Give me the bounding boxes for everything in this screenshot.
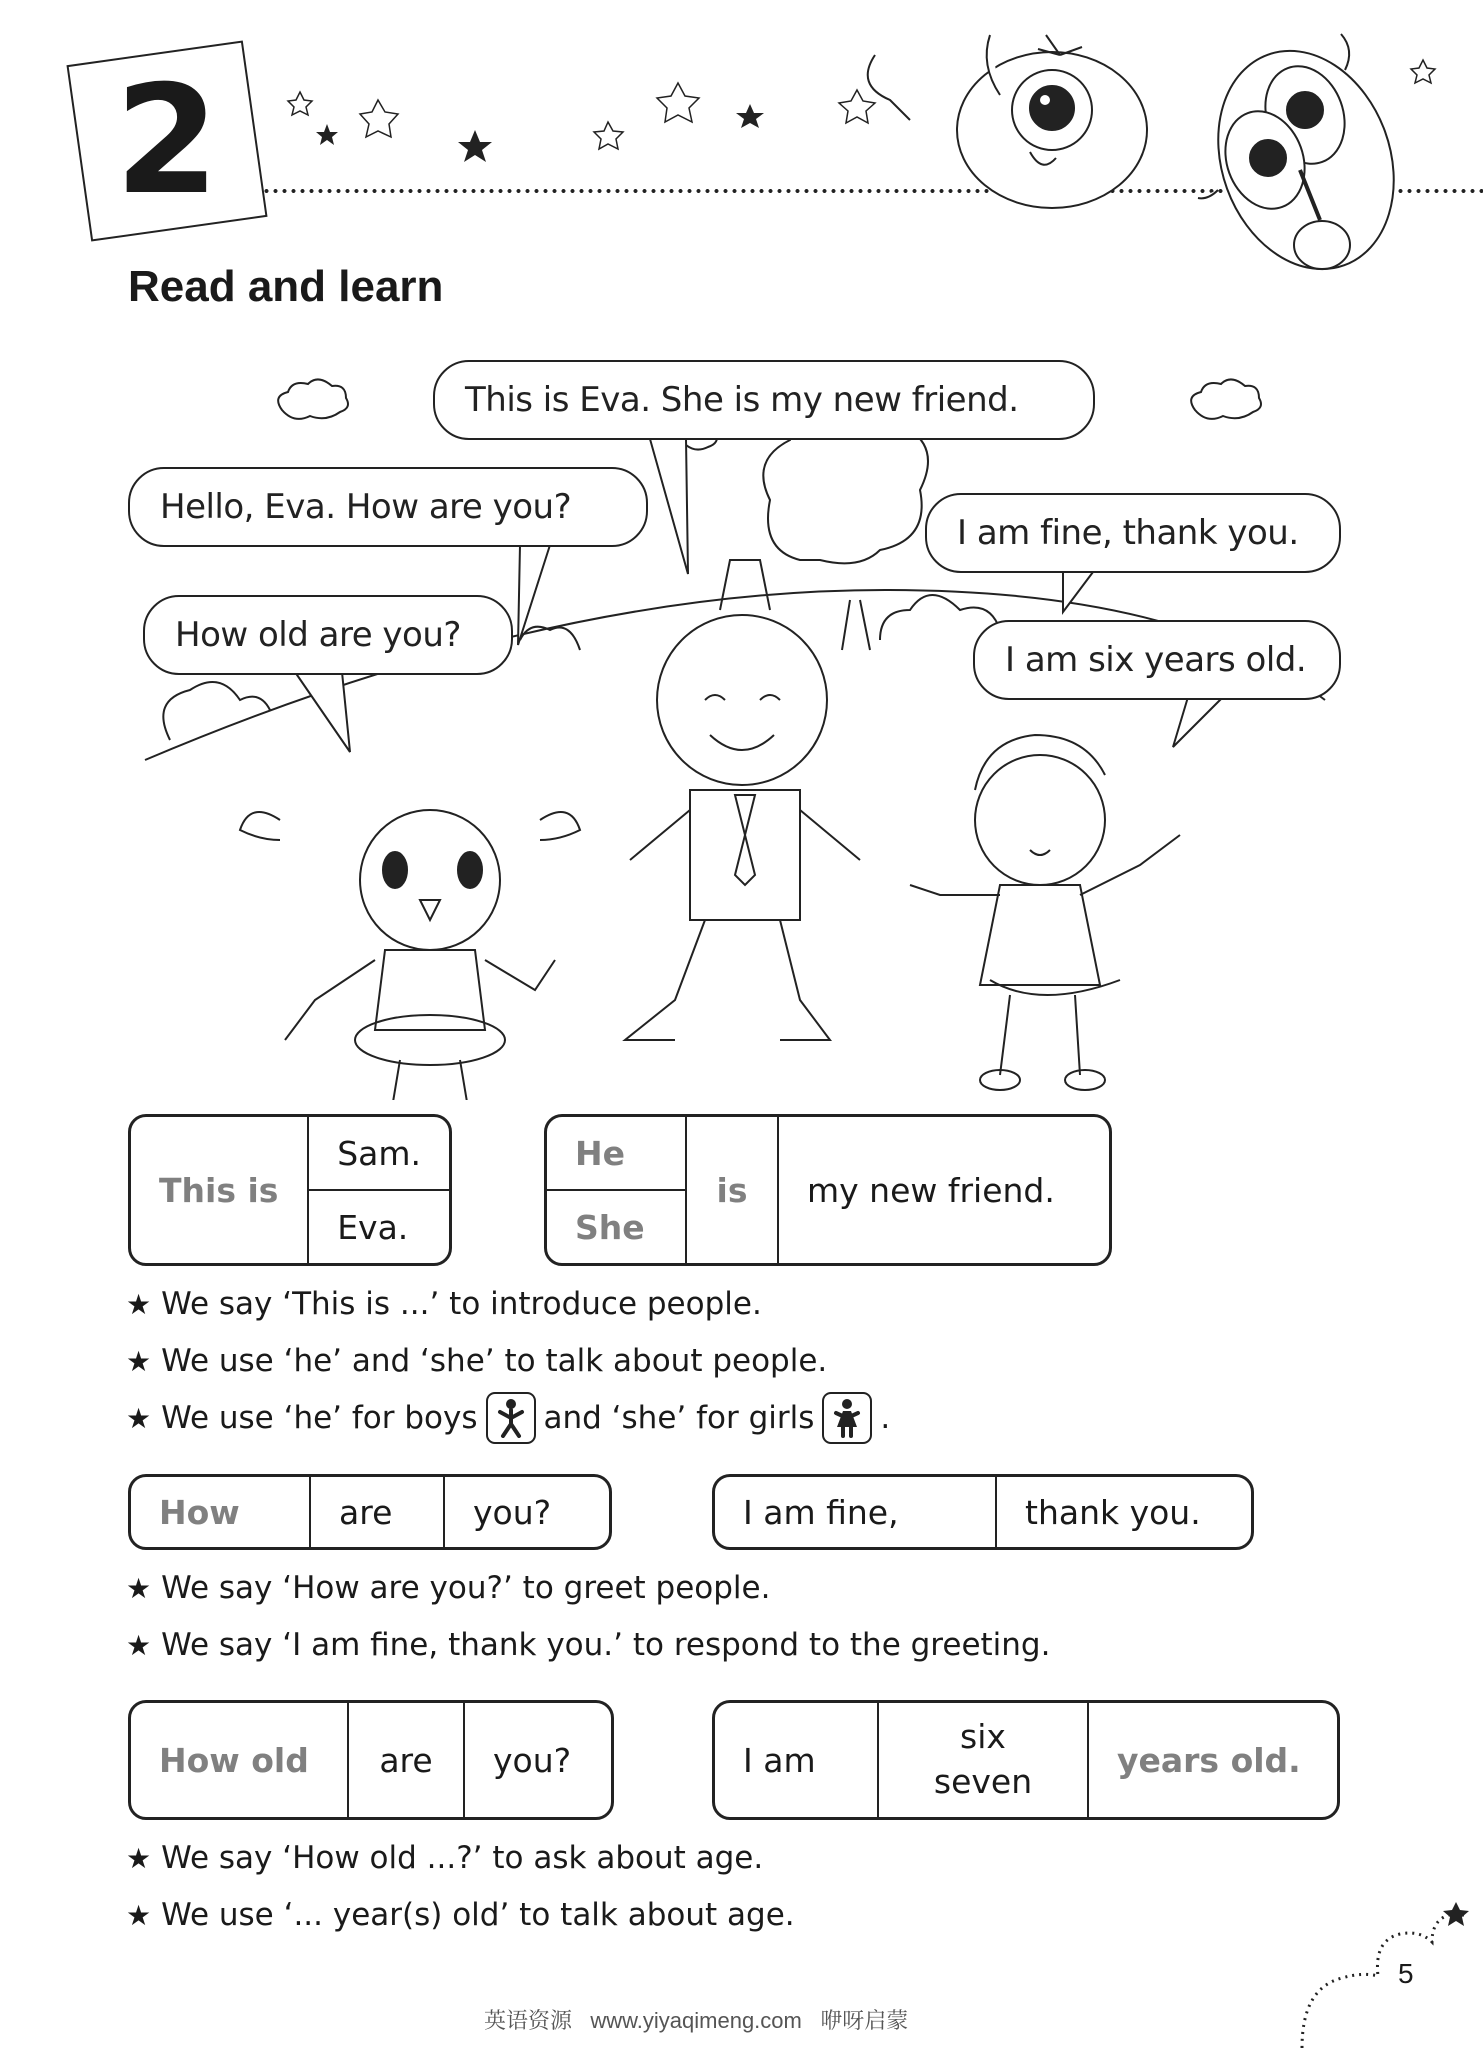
page-corner-decoration [1280,1880,1483,2048]
star-bullet-icon: ★ [126,1401,152,1435]
grammar-table-i-am-fine [712,1474,1254,1550]
speech-bubble-ask-age: How old are you? [143,595,513,675]
grammar-note: ★ We say ‘How old ...?’ to ask about age. [126,1840,764,1876]
grammar-note: ★ We use ‘he’ and ‘she’ to talk about people. [126,1343,828,1379]
option-six: six [960,1717,1006,1757]
speech-bubble-reply-age: I am six years old. [973,620,1341,700]
speech-bubble-greet: Hello, Eva. How are you? [128,467,648,547]
star-bullet-icon: ★ [126,1344,152,1378]
table-cell: Sam. [337,1133,421,1173]
monster-character-left [868,35,1147,208]
table-cell: She [547,1189,685,1263]
cloud-icon [1191,379,1261,418]
table-cell: How [159,1492,240,1532]
unit-number: 2 [114,54,220,228]
grammar-note: ★ We say ‘This is ...’ to introduce people. [126,1286,762,1322]
page-number: 5 [1398,1958,1414,1989]
table-cell: I am [743,1740,816,1780]
table-cell: are [339,1492,393,1532]
star-bullet-icon: ★ [126,1287,152,1321]
grammar-note: ★ We say ‘I am fine, thank you.’ to respond to the greeting. [126,1627,1051,1663]
table-cell: This is [159,1170,279,1210]
grammar-note: ★ We use ‘he’ for boys and ‘she’ for girls . [126,1392,890,1444]
table-cell: are [379,1740,433,1780]
scene-illustration [0,340,1483,1100]
star-icon [1443,1902,1469,1926]
option-seven: seven [933,1762,1033,1801]
grammar-table-how-are-you [128,1474,612,1550]
cloud-icon [278,379,348,418]
grammar-table-this-is [128,1114,452,1266]
speech-bubble-intro: This is Eva. She is my new friend. [433,360,1095,440]
grammar-table-age-reply [712,1700,1340,1820]
grammar-table-he-she [544,1114,1112,1266]
table-cell-options [879,1703,1087,1817]
table-cell: my new friend. [807,1170,1055,1210]
eva-character [910,735,1180,1090]
table-cell: years old. [1117,1740,1301,1780]
table-cell: He [575,1133,625,1173]
table-cell: you? [473,1492,552,1532]
robot-boy-character [625,560,860,1040]
star-bullet-icon: ★ [126,1571,152,1605]
section-title: Read and learn [128,262,444,311]
table-cell: Eva. [309,1189,449,1263]
star-bullet-icon: ★ [126,1841,152,1875]
table-cell: I am fine, [743,1492,899,1532]
speech-bubble-reply-fine: I am fine, thank you. [925,493,1341,573]
robot-girl-character [240,810,580,1100]
table-cell: you? [493,1740,572,1780]
table-cell: thank you. [1025,1492,1201,1532]
grammar-note: ★ We use ‘... year(s) old’ to talk about age. [126,1897,795,1933]
star-bullet-icon: ★ [126,1628,152,1662]
boy-icon [486,1392,536,1444]
girl-icon [822,1392,872,1444]
grammar-note: ★ We say ‘How are you?’ to greet people. [126,1570,771,1606]
grammar-table-how-old [128,1700,614,1820]
star-bullet-icon: ★ [126,1898,152,1932]
monster-character-right [1189,26,1423,290]
footer-watermark: 英语资源 www.yiyaqimeng.com 咿呀启蒙 [484,2008,909,2033]
header-decoration [0,0,1483,290]
table-cell: How old [159,1740,309,1780]
table-cell: is [716,1170,748,1210]
